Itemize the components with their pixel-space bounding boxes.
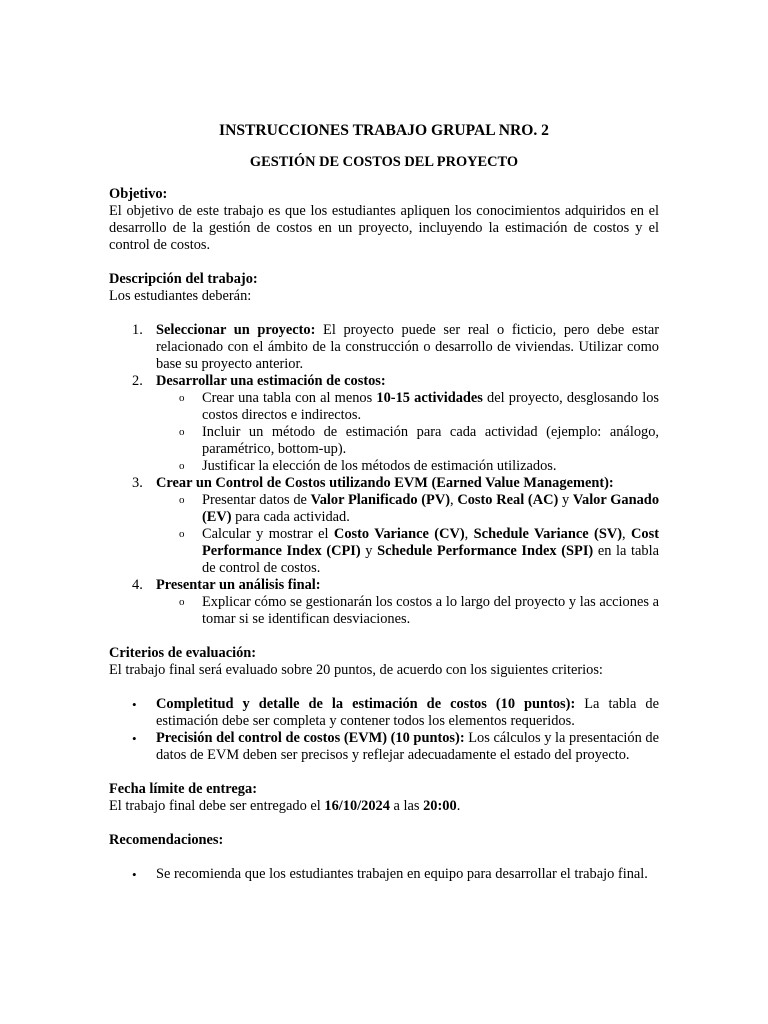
deadline-time: 20:00 bbox=[423, 798, 457, 814]
circle-bullet-icon: o bbox=[179, 596, 185, 608]
subtask-emphasis: Costo Variance (CV) bbox=[333, 526, 465, 542]
subtask-text: Crear una tabla con al menos bbox=[202, 390, 377, 406]
task-number: 4. bbox=[132, 577, 143, 593]
description-heading: Descripción del trabajo: bbox=[109, 271, 258, 287]
subtask-emphasis: Schedule Variance (SV) bbox=[473, 526, 623, 542]
subtask-item bbox=[109, 424, 659, 458]
criteria-text: Los cálculos y la presentación de datos de EVM deben ser precisos y reflejar adecuadamente el estado del proyecto. bbox=[156, 730, 659, 763]
subtask-emphasis: Schedule Performance Index (SPI) bbox=[377, 543, 594, 559]
criteria-item bbox=[109, 730, 659, 764]
circle-bullet-icon: o bbox=[179, 426, 185, 438]
recommendations-heading: Recomendaciones: bbox=[109, 832, 224, 848]
bullet-icon: • bbox=[132, 731, 137, 746]
circle-bullet-icon: o bbox=[179, 528, 185, 540]
subtask-text: , bbox=[450, 492, 458, 508]
description-intro: Los estudiantes deberán: bbox=[109, 288, 252, 304]
circle-bullet-icon: o bbox=[179, 494, 185, 506]
subtask-list bbox=[156, 492, 659, 577]
recommendation-text: Se recomienda que los estudiantes trabajen en equipo para desarrollar el trabajo final. bbox=[156, 866, 648, 882]
subtask-text: para cada actividad. bbox=[231, 509, 350, 525]
subtask-emphasis: Cost Performance Index (CPI) bbox=[202, 526, 660, 559]
task-title: Crear un Control de Costos utilizando EVM (Earned Value Management): bbox=[156, 475, 614, 491]
task-text: El proyecto puede ser real o ficticio, pero debe estar relacionado con el ámbito de la construcción o desarrollo de viviendas. Utilizar como base su proyecto anterior. bbox=[156, 322, 659, 372]
recommendation-item bbox=[109, 866, 659, 883]
subtask-text: , bbox=[464, 526, 474, 542]
bullet-icon: • bbox=[132, 697, 137, 712]
subtask-item bbox=[109, 594, 659, 628]
bullet-icon: • bbox=[132, 867, 137, 882]
criteria-title: Completitud y detalle de la estimación de costos (10 puntos): bbox=[156, 696, 576, 712]
task-title: Presentar un análisis final: bbox=[156, 577, 321, 593]
document-subtitle: GESTIÓN DE COSTOS DEL PROYECTO bbox=[249, 154, 519, 170]
subtask-item bbox=[109, 458, 659, 475]
deadline-text-part: El trabajo final debe ser entregado el bbox=[109, 798, 325, 814]
subtask-list bbox=[156, 594, 659, 628]
subtask-list bbox=[156, 390, 659, 475]
circle-bullet-icon: o bbox=[179, 392, 185, 404]
task-item bbox=[109, 322, 659, 373]
task-number: 1. bbox=[132, 322, 143, 338]
document-title: INSTRUCCIONES TRABAJO GRUPAL NRO. 2 bbox=[219, 122, 549, 139]
objective-heading: Objetivo: bbox=[109, 186, 168, 202]
criteria-title: Precisión del control de costos (EVM) (10 puntos): bbox=[156, 730, 465, 746]
deadline-heading: Fecha límite de entrega: bbox=[109, 781, 257, 797]
subtask-emphasis: Valor Planificado (PV) bbox=[310, 492, 450, 508]
task-item bbox=[109, 475, 659, 577]
subtask-emphasis: Valor Ganado (EV) bbox=[202, 492, 660, 525]
subtask-emphasis: 10-15 actividades bbox=[376, 390, 483, 406]
task-list bbox=[109, 322, 659, 628]
task-title: Seleccionar un proyecto: bbox=[156, 322, 316, 338]
criteria-intro: El trabajo final será evaluado sobre 20 puntos, de acuerdo con los siguientes criterios: bbox=[109, 662, 603, 678]
criteria-list bbox=[109, 696, 659, 764]
recommendations-list bbox=[109, 866, 659, 883]
objective-text: El objetivo de este trabajo es que los estudiantes apliquen los conocimientos adquiridos en el desarrollo de la gestión de costos en un proyecto, incluyendo la estimación de costos y el control de costos. bbox=[109, 203, 659, 253]
subtask-text: del proyecto, desglosando los costos directos e indirectos. bbox=[202, 390, 659, 423]
subtask-text: Justificar la elección de los métodos de estimación utilizados. bbox=[202, 458, 557, 474]
subtask-text: en la tabla de control de costos. bbox=[202, 543, 659, 576]
task-number: 3. bbox=[132, 475, 143, 491]
deadline-text bbox=[109, 798, 659, 815]
criteria-item bbox=[109, 696, 659, 730]
task-title: Desarrollar una estimación de costos: bbox=[156, 373, 386, 389]
subtask-text: Calcular y mostrar el bbox=[202, 526, 334, 542]
criteria-text: La tabla de estimación debe ser completa y contener todos los elementos requeridos. bbox=[156, 696, 659, 729]
subtask-item bbox=[109, 390, 659, 424]
circle-bullet-icon: o bbox=[179, 460, 185, 472]
subtask-text: Presentar datos de bbox=[202, 492, 311, 508]
task-item bbox=[109, 373, 659, 475]
subtask-text: y bbox=[360, 543, 378, 559]
deadline-text-part: . bbox=[456, 798, 461, 814]
deadline-text-part: a las bbox=[389, 798, 424, 814]
subtask-text: Explicar cómo se gestionarán los costos a lo largo del proyecto y las acciones a tomar si se identifican desviaciones. bbox=[202, 594, 659, 627]
subtask-emphasis: Costo Real (AC) bbox=[457, 492, 559, 508]
subtask-text: y bbox=[558, 492, 573, 508]
subtask-text: , bbox=[622, 526, 632, 542]
criteria-heading: Criterios de evaluación: bbox=[109, 645, 257, 661]
subtask-text: Incluir un método de estimación para cada actividad (ejemplo: análogo, paramétrico, bottom-up). bbox=[202, 424, 659, 457]
subtask-item bbox=[109, 492, 659, 526]
task-item bbox=[109, 577, 659, 628]
deadline-date: 16/10/2024 bbox=[324, 798, 390, 814]
document-body bbox=[109, 122, 659, 883]
task-number: 2. bbox=[132, 373, 143, 389]
subtask-item bbox=[109, 526, 659, 577]
